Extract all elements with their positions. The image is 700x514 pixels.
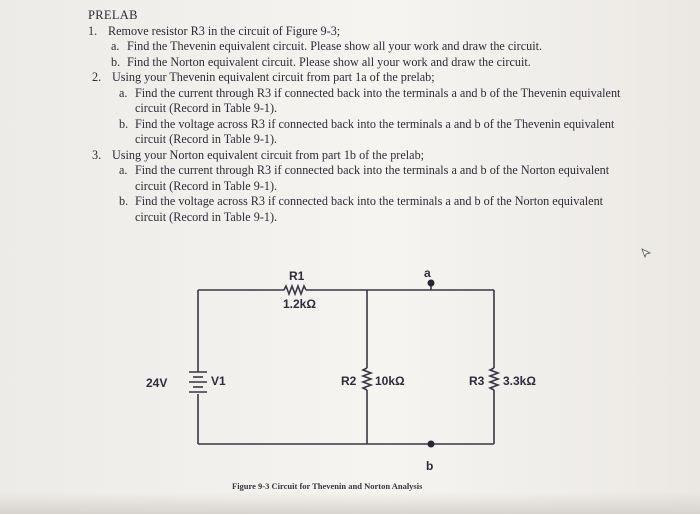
question-3-text: Using your Norton equivalent circuit from part 1b of the prelab;	[112, 147, 425, 162]
r3-label: R3	[469, 374, 485, 388]
question-1a-label: a.	[111, 39, 120, 53]
resistor-r3-symbol	[490, 368, 498, 390]
question-1b-text: Find the Norton equivalent circuit. Please show all your work and draw the circuit.	[127, 54, 531, 69]
terminal-b-label: b	[426, 459, 434, 473]
r1-name: R1	[289, 269, 305, 283]
question-2-text: Using your Thevenin equivalent circuit from part 1a of the prelab;	[112, 70, 435, 84]
question-2b-label: b.	[119, 116, 129, 131]
question-1a-text: Find the Thevenin equivalent circuit. Please show all your work and draw the circuit.	[127, 39, 543, 53]
question-3a-label: a.	[119, 163, 128, 177]
r3-value: 3.3kΩ	[503, 374, 536, 388]
terminal-b-node	[428, 441, 435, 448]
question-3a-text: Find the current through R3 if connected back into the terminals a and b of the Norton equivalent circuit (Record in Table 9-1).	[135, 163, 610, 193]
question-3b-text: Find the voltage across R3 if connected back into the terminals a and b of the Norton equivalent circuit (Record in Table 9-1).	[135, 194, 604, 224]
question-2a-text: Find the current through R3 if connected back into the terminals a and b of the Thevenin equivalent circuit (Record in Table 9-1).	[135, 85, 621, 115]
question-1b-label: b.	[111, 54, 121, 69]
figure-caption: Figure 9-3 Circuit for Thevenin and Norton Analysis	[232, 481, 423, 491]
r2-label: R2	[341, 374, 357, 388]
question-1-text: Remove resistor R3 in the circuit of Figure 9-3;	[108, 23, 341, 38]
prelab-title: PRELAB	[88, 8, 138, 22]
source-voltage-label: 24V	[146, 376, 168, 390]
question-1-number: 1.	[88, 23, 98, 38]
r1-value: 1.2kΩ	[283, 297, 316, 311]
source-name-label: V1	[211, 374, 226, 388]
question-2-number: 2.	[92, 70, 102, 84]
battery-v1-symbol	[189, 372, 207, 392]
resistor-r1-symbol	[284, 286, 306, 294]
circuit-wires	[198, 284, 498, 444]
r2-value: 10kΩ	[375, 374, 405, 388]
question-3b-label: b.	[119, 194, 129, 208]
question-2a-label: a.	[119, 85, 128, 100]
resistor-r2-symbol	[363, 368, 371, 390]
terminal-a-label: a	[424, 266, 431, 280]
terminal-a-node	[428, 280, 435, 287]
question-3-number: 3.	[92, 147, 102, 162]
question-2b-text: Find the voltage across R3 if connected back into the terminals a and b of the Thevenin equivalent circuit (Record in Table 9-1).	[135, 116, 615, 146]
